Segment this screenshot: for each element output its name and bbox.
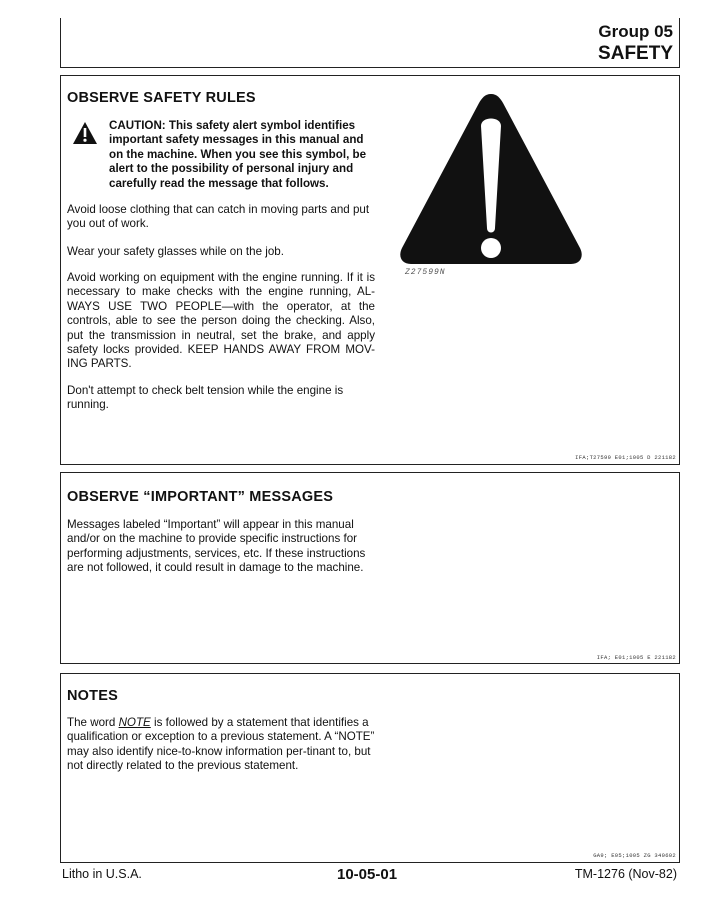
- header-left-rule: [60, 18, 61, 68]
- section2-code: IFA; E01;1005 E 221182: [596, 654, 676, 661]
- safety-alert-icon: [72, 121, 98, 145]
- section1-bottom-rule: [60, 464, 680, 465]
- section1-paragraph-4: Don't attempt to check belt tension while the engine is running.: [67, 384, 344, 412]
- section1-code: IFA;T27599 E01;1005 D 221182: [575, 454, 676, 461]
- section3-left-rule: [60, 673, 61, 863]
- caution-text: CAUTION: This safety alert symbol identifies important safety messages in this manual and on the machine. When you see this symbol, be alert to the possibility of personal injury and carefully read the message that follows.: [109, 119, 367, 190]
- section3-bottom-rule: [60, 862, 680, 863]
- footer-manual-id: TM-1276 (Nov-82): [574, 867, 677, 881]
- section2-bottom-rule: [60, 663, 680, 664]
- group-number: Group 05: [598, 22, 673, 41]
- figure-id: Z27599N: [405, 268, 446, 277]
- section1-top-rule: [60, 75, 680, 76]
- note-intro: The word: [67, 716, 119, 729]
- page-number: 10-05-01: [337, 866, 398, 883]
- section1-paragraph-3: Avoid working on equipment with the engine running. If it is necessary to make checks with the engine running, AL-WAYS USE TWO PEOPLE—with the operator, at the controls, able to see the person doing the checking. Also, put the transmission in neutral, set the brake, and apply safety locks provided. KEEP HANDS AWAY FROM MOV-ING PARTS.: [67, 271, 375, 371]
- section3-paragraph-1: [67, 716, 375, 774]
- section3-right-rule: [679, 673, 680, 863]
- section2-paragraph-1: Messages labeled “Important” will appear in this manual and/or on the machine to provide specific instructions for performing adjustments, services, etc. If these instructions are not followed, it could result in damage to the machine.: [67, 518, 366, 575]
- section2-heading: OBSERVE “IMPORTANT” MESSAGES: [67, 489, 334, 505]
- note-word: NOTE: [118, 716, 151, 729]
- section2-top-rule: [60, 472, 680, 473]
- section3-heading: NOTES: [67, 688, 118, 704]
- section3-top-rule: [60, 673, 680, 674]
- section1-right-rule: [679, 75, 680, 465]
- header-bottom-rule: [60, 67, 680, 68]
- section-title: SAFETY: [598, 43, 673, 64]
- section1-left-rule: [60, 75, 61, 465]
- section2-left-rule: [60, 472, 61, 664]
- section2-right-rule: [679, 472, 680, 664]
- section1-paragraph-1: Avoid loose clothing that can catch in moving parts and put you out of work.: [67, 203, 370, 231]
- section3-code: GA9; E05;1005 ZG 340602: [593, 852, 676, 859]
- header-right-rule: [679, 18, 680, 68]
- section1-paragraph-2: Wear your safety glasses while on the job.: [67, 245, 284, 258]
- section1-heading: OBSERVE SAFETY RULES: [67, 90, 256, 106]
- note-body: is followed by a statement that identifies a qualification or exception to a previous statement. A “NOTE” may also identify nice-to-know information per-tinant to, but not directly related to the previous statement.: [67, 716, 375, 773]
- large-safety-alert-icon: [396, 88, 586, 270]
- footer-printer: Litho in U.S.A.: [62, 867, 142, 881]
